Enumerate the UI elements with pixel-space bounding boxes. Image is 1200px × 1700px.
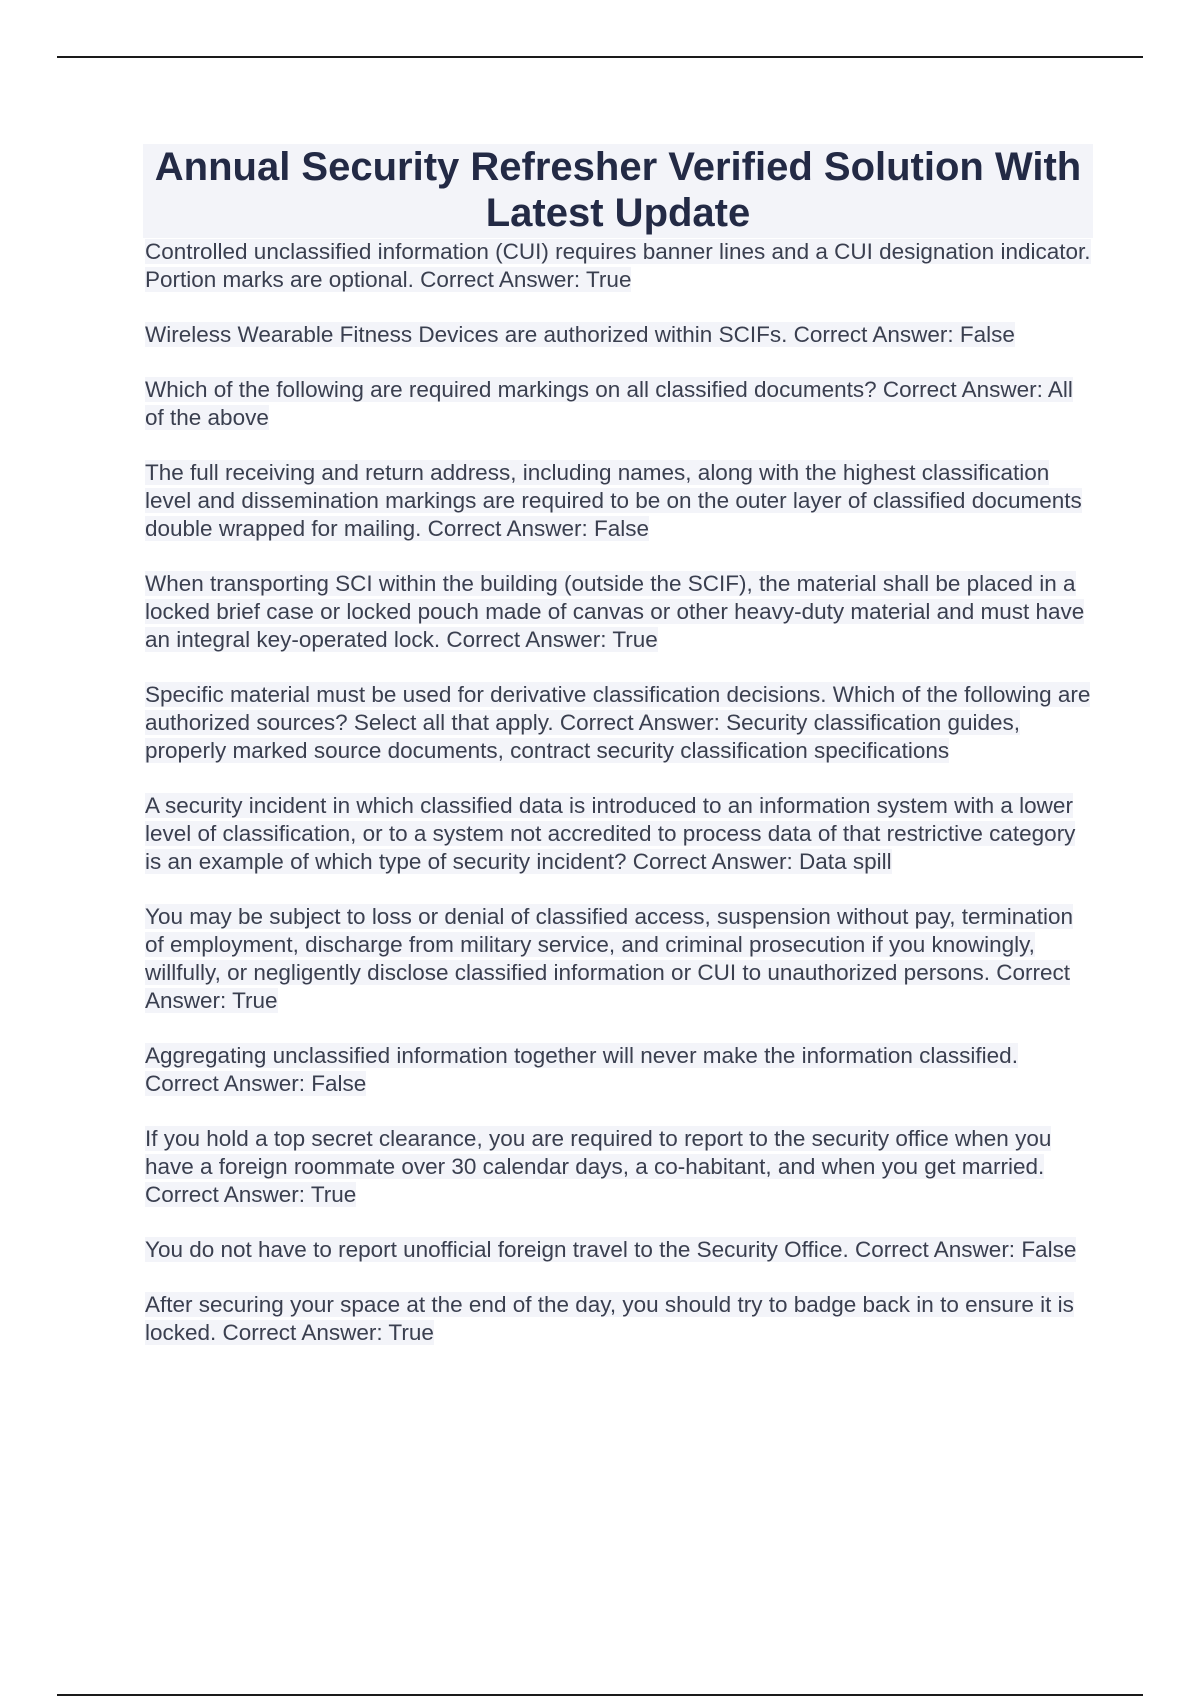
qa-item xyxy=(143,321,1093,349)
qa-text: You may be subject to loss or denial of classified access, suspension without pay, termination of employment, discharge from military service, and criminal prosecution if you knowingly, willfully, or negligently disclose classified information or CUI to unauthorized persons. Correct Answer: True xyxy=(145,904,1074,1013)
qa-item xyxy=(143,903,1093,1015)
document-body xyxy=(143,144,1093,1374)
qa-text: When transporting SCI within the building (outside the SCIF), the material shall be placed in a locked brief case or locked pouch made of canvas or other heavy-duty material and must have an integral key-operated lock. Correct Answer: True xyxy=(145,571,1085,652)
qa-text: If you hold a top secret clearance, you are required to report to the security office when you have a foreign roommate over 30 calendar days, a co-habitant, and when you get married. Correct Answer: True xyxy=(145,1126,1052,1207)
qa-item xyxy=(143,570,1093,654)
qa-item xyxy=(143,1236,1093,1264)
bottom-rule xyxy=(57,1694,1143,1696)
qa-text: After securing your space at the end of the day, you should try to badge back in to ensure it is locked. Correct Answer: True xyxy=(145,1292,1074,1345)
qa-item xyxy=(143,238,1093,294)
qa-list xyxy=(143,238,1093,1347)
document-title: Annual Security Refresher Verified Solution With Latest Update xyxy=(143,144,1093,238)
qa-text: Which of the following are required markings on all classified documents? Correct Answer: All of the above xyxy=(145,377,1073,430)
qa-item xyxy=(143,459,1093,543)
top-rule xyxy=(57,56,1143,58)
qa-text: Aggregating unclassified information together will never make the information classified. Correct Answer: False xyxy=(145,1043,1018,1096)
qa-item xyxy=(143,681,1093,765)
qa-item xyxy=(143,376,1093,432)
qa-item xyxy=(143,1125,1093,1209)
qa-text: Wireless Wearable Fitness Devices are authorized within SCIFs. Correct Answer: False xyxy=(145,322,1015,347)
qa-text: A security incident in which classified data is introduced to an information system with a lower level of classification, or to a system not accredited to process data of that restrictive category is an example of which type of security incident? Correct Answer: Data spill xyxy=(145,793,1076,874)
qa-item xyxy=(143,1291,1093,1347)
qa-text: Controlled unclassified information (CUI) requires banner lines and a CUI designation indicator. Portion marks are optional. Correct Answer: True xyxy=(145,239,1091,292)
qa-text: The full receiving and return address, including names, along with the highest classification level and dissemination markings are required to be on the outer layer of classified documents double wrapped for mailing. Correct Answer: False xyxy=(145,460,1082,541)
qa-item xyxy=(143,792,1093,876)
qa-text: Specific material must be used for derivative classification decisions. Which of the following are authorized sources? Select all that apply. Correct Answer: Security classification guides, properly marked source documents, contract security classification specifications xyxy=(145,682,1091,763)
qa-text: You do not have to report unofficial foreign travel to the Security Office. Correct Answer: False xyxy=(145,1237,1077,1262)
qa-item xyxy=(143,1042,1093,1098)
